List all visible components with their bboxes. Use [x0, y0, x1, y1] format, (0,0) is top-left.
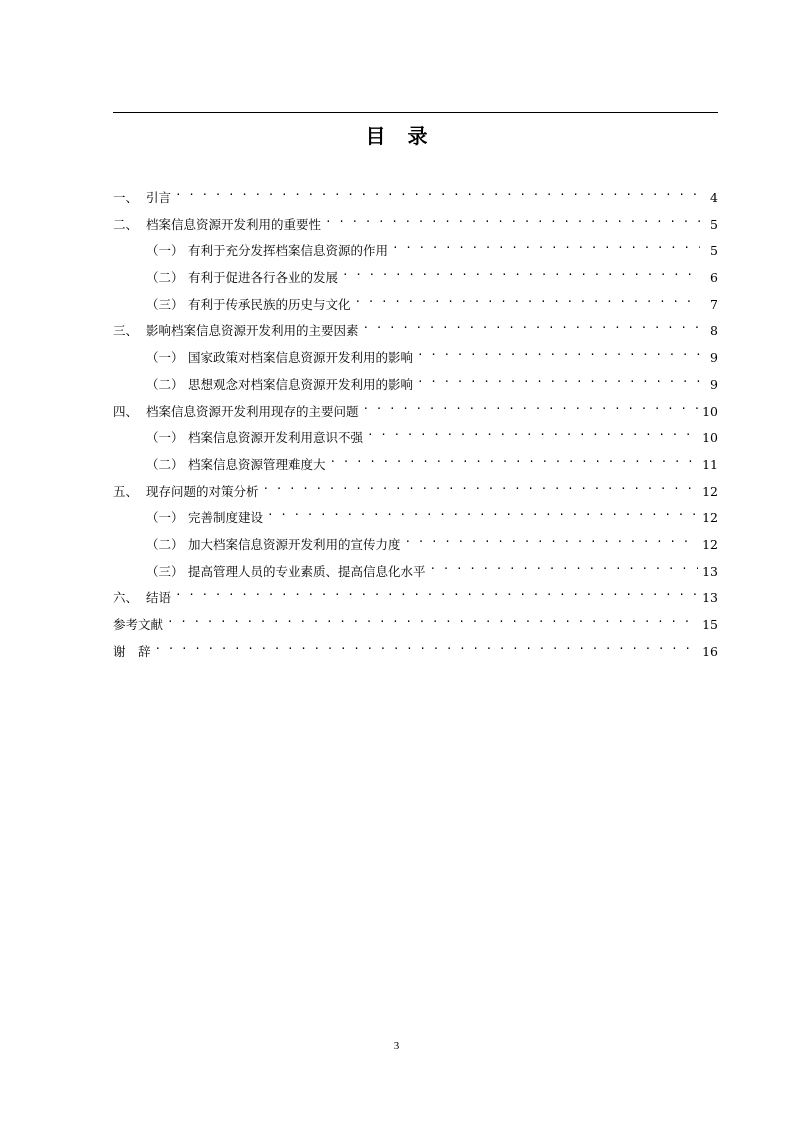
toc-entry-label: 档案信息资源开发利用意识不强: [188, 430, 364, 446]
toc-entry[interactable]: [113, 476, 718, 503]
toc-entry[interactable]: [113, 342, 718, 369]
toc-entry-number: 三、: [113, 323, 139, 339]
toc-entry-label: 档案信息资源开发利用的重要性: [146, 216, 322, 232]
toc-entry-number: （一）: [146, 243, 184, 259]
toc-entry[interactable]: [113, 582, 718, 609]
toc-entry-page: 12: [702, 510, 718, 526]
toc-dot-leader: [355, 289, 700, 309]
toc-entry-number: 五、: [113, 483, 139, 499]
toc-entry-page: 5: [710, 216, 718, 232]
toc-entry-number: （二）: [146, 270, 184, 286]
toc-entry[interactable]: [113, 182, 718, 209]
toc-entry[interactable]: [113, 262, 718, 289]
toc-entry[interactable]: [113, 289, 718, 316]
title-char-1: 目: [365, 124, 386, 148]
toc-entry-page: 10: [702, 430, 718, 446]
toc-entry-label: 加大档案信息资源开发利用的宣传力度: [188, 536, 401, 552]
toc-entry-page: 9: [710, 350, 718, 366]
toc-entry[interactable]: [113, 315, 718, 342]
toc-entry-label: 提高管理人员的专业素质、提高信息化水平: [188, 563, 426, 579]
title-char-2: 录: [407, 124, 428, 148]
toc-entry[interactable]: [113, 422, 718, 449]
toc-entry[interactable]: [113, 529, 718, 556]
toc-entry[interactable]: [113, 396, 718, 423]
toc-entry[interactable]: [113, 235, 718, 262]
toc-entry-page: 8: [710, 323, 718, 339]
page-title: [0, 120, 793, 149]
toc-entry-number: （一）: [146, 510, 184, 526]
toc-dot-leader: [363, 396, 699, 416]
toc-entry[interactable]: [113, 209, 718, 236]
toc-entry[interactable]: [113, 369, 718, 396]
toc-entry-page: 16: [702, 643, 718, 659]
toc-dot-leader: [267, 502, 698, 522]
table-of-contents: [113, 182, 718, 662]
toc-entry-label: 有利于充分发挥档案信息资源的作用: [188, 243, 389, 259]
toc-entry-label: 引言: [146, 190, 172, 205]
toc-entry-label: 现存问题的对策分析: [146, 483, 259, 499]
toc-dot-leader: [263, 476, 699, 496]
toc-dot-leader: [175, 582, 698, 602]
toc-entry-label: 完善制度建设: [188, 510, 264, 526]
toc-dot-leader: [367, 422, 698, 442]
toc-entry-number: （一）: [146, 350, 184, 366]
toc-entry-label: 有利于促进各行各业的发展: [188, 270, 339, 286]
toc-dot-leader: [430, 556, 699, 576]
toc-entry-label: 档案信息资源管理难度大: [188, 456, 326, 472]
toc-entry-label: 影响档案信息资源开发利用的主要因素: [146, 323, 359, 339]
header-rule: [113, 112, 718, 113]
toc-dot-leader: [392, 235, 700, 255]
toc-entry-label: 谢 辞: [113, 643, 151, 659]
toc-dot-leader: [342, 262, 700, 282]
toc-entry-page: 12: [702, 536, 718, 552]
toc-entry[interactable]: [113, 502, 718, 529]
toc-entry-page: 6: [710, 270, 718, 286]
toc-entry-label: 有利于传承民族的历史与文化: [188, 296, 351, 312]
toc-entry-page: 11: [702, 456, 718, 472]
toc-entry-number: （二）: [146, 536, 184, 552]
toc-entry-page: 5: [710, 243, 718, 259]
toc-entry-label: 档案信息资源开发利用现存的主要问题: [146, 403, 359, 419]
toc-entry-page: 10: [702, 403, 718, 419]
toc-entry-page: 7: [710, 296, 718, 312]
toc-entry-number: （一）: [146, 430, 184, 446]
toc-entry-page: 4: [710, 190, 718, 205]
toc-entry-number: 一、: [113, 190, 139, 205]
toc-entry[interactable]: [113, 556, 718, 583]
toc-entry-number: 二、: [113, 216, 139, 232]
toc-entry[interactable]: [113, 449, 718, 476]
toc-entry-label: 思想观念对档案信息资源开发利用的影响: [188, 376, 414, 392]
toc-entry-label: 参考文献: [113, 617, 164, 632]
toc-entry[interactable]: [113, 609, 718, 636]
toc-entry-label: 国家政策对档案信息资源开发利用的影响: [188, 350, 414, 366]
toc-entry-number: （三）: [146, 296, 184, 312]
toc-dot-leader: [363, 315, 700, 335]
toc-entry-page: 13: [702, 563, 718, 579]
toc-dot-leader: [417, 342, 700, 362]
toc-dot-leader: [325, 209, 700, 229]
toc-entry-page: 9: [710, 376, 718, 392]
toc-entry[interactable]: [113, 636, 718, 663]
toc-dot-leader: [417, 369, 700, 389]
page-number: 3: [393, 1040, 400, 1052]
toc-dot-leader: [330, 449, 699, 469]
toc-entry-page: 12: [702, 483, 718, 499]
toc-entry-number: （二）: [146, 456, 184, 472]
toc-dot-leader: [167, 609, 698, 629]
toc-dot-leader: [405, 529, 699, 549]
toc-dot-leader: [175, 182, 700, 202]
toc-entry-page: 15: [702, 617, 718, 632]
toc-entry-number: （三）: [146, 563, 184, 579]
toc-entry-page: 13: [702, 590, 718, 606]
toc-entry-label: 结语: [146, 590, 172, 606]
toc-entry-number: 六、: [113, 590, 139, 606]
toc-entry-number: （二）: [146, 376, 184, 392]
toc-entry-number: 四、: [113, 403, 139, 419]
toc-dot-leader: [155, 636, 699, 656]
